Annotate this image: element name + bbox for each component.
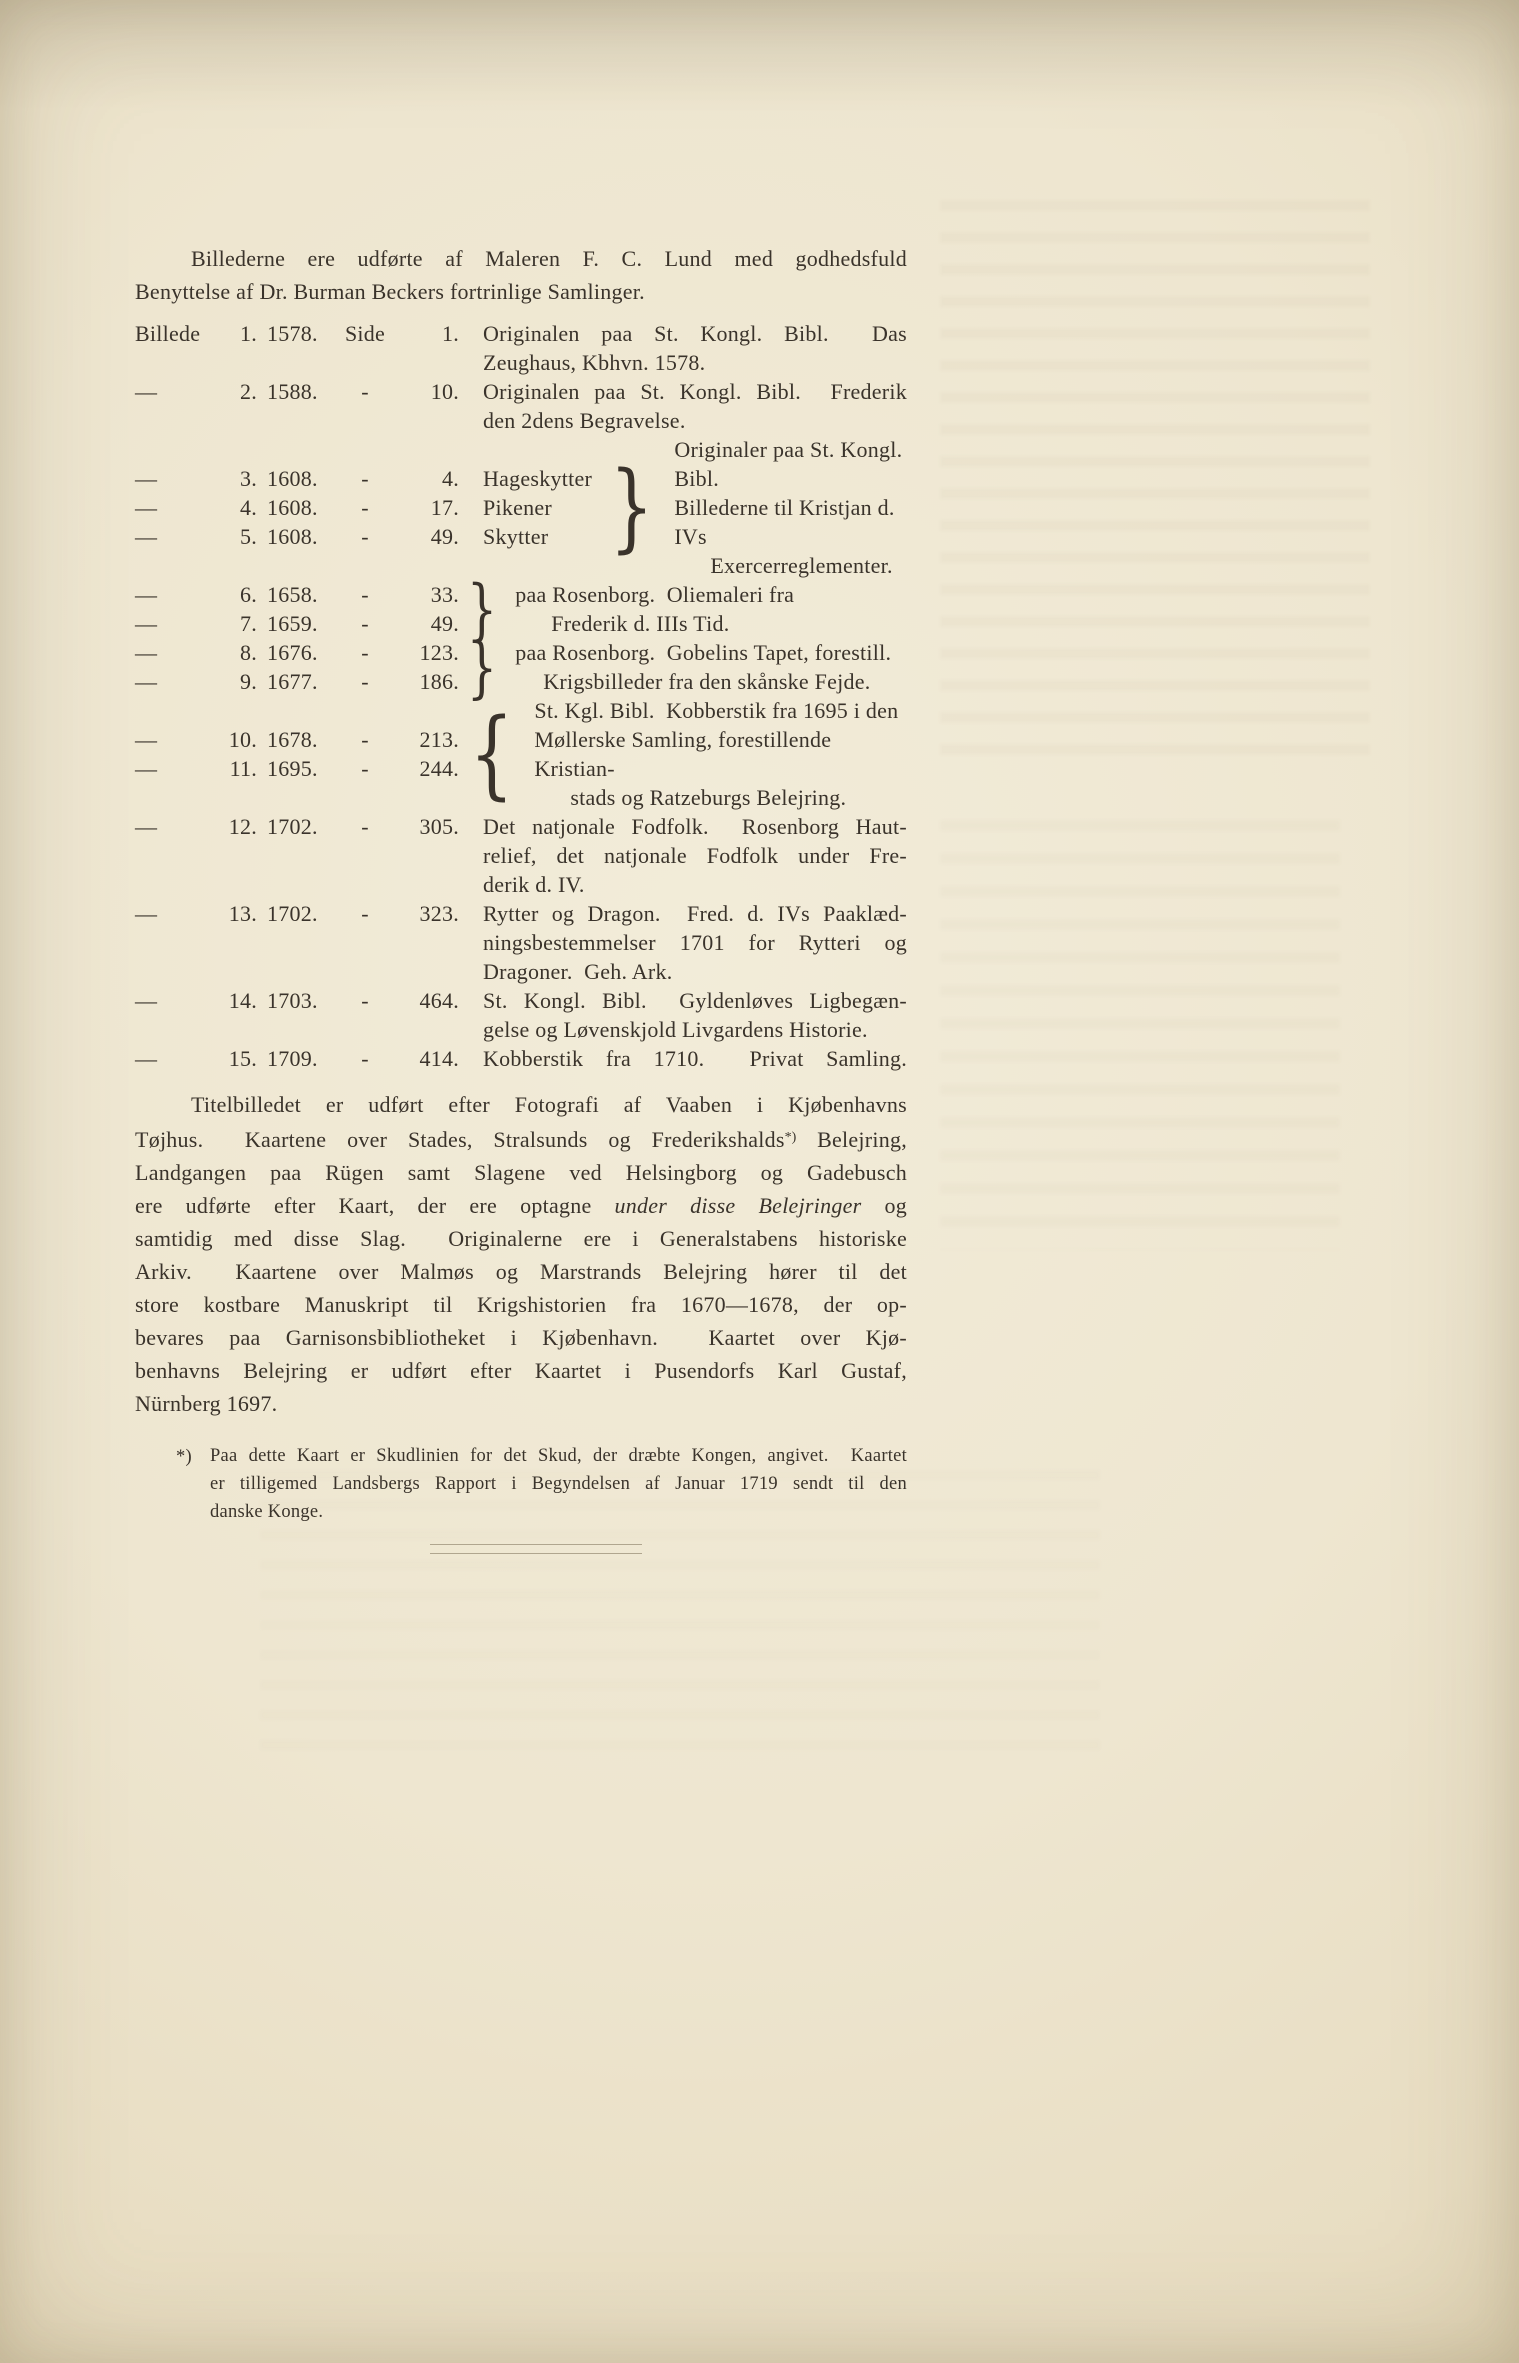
description-line: ningsbestemmelser 1701 for Rytteri og xyxy=(483,930,907,955)
group-shared-description xyxy=(503,580,794,638)
description-line: St. Kgl. Bibl. Kobberstik fra 1695 i den xyxy=(534,698,899,723)
intro-line: Billederne ere udførte af Maleren F. C. Lund med godhedsfuld xyxy=(191,246,907,271)
footnote-line: *) Paa dette Kaart er Skudlinien for det Skud, der dræbte Kongen, angivet. Kaartet xyxy=(210,1442,907,1470)
description-line: Originalen paa St. Kongl. Bibl. Das xyxy=(483,321,907,346)
group-shared-description xyxy=(522,696,907,812)
side-column: - xyxy=(361,640,369,665)
side-column: - xyxy=(361,988,369,1013)
description-line: Møllerske Samling, forestillende Kristian- xyxy=(534,727,832,781)
description-line: derik d. IV. xyxy=(483,872,585,897)
entry-label: — xyxy=(135,727,158,752)
side-column: - xyxy=(361,1046,369,1071)
list-entry xyxy=(135,899,907,986)
paragraph-line: store kostbare Manuskript til Krigshistorien fra 1670—1678, der op- xyxy=(135,1292,907,1317)
description-line: St. Kongl. Bibl. Gyldenløves Ligbegæn- xyxy=(483,988,907,1013)
paragraph-line: ere udførte efter Kaart, der ere optagne under disse Belejringer og xyxy=(135,1193,907,1218)
side-column: - xyxy=(361,669,369,694)
list-entry xyxy=(135,493,599,522)
description-line: stads og Ratzeburgs Belejring. xyxy=(570,785,847,810)
entry-label: — xyxy=(135,379,158,404)
list-entry xyxy=(135,522,599,551)
picture-number: 5. xyxy=(240,524,257,549)
curly-brace-icon: } xyxy=(466,570,498,648)
picture-number: 10. xyxy=(228,727,257,752)
group-entries xyxy=(135,580,459,638)
description-line: Frederik d. IIIs Tid. xyxy=(551,611,730,636)
picture-year: 1709. xyxy=(267,1046,318,1071)
group-shared-description xyxy=(503,638,891,696)
picture-number: 4. xyxy=(240,495,257,520)
picture-year: 1702. xyxy=(267,814,318,839)
side-column: - xyxy=(361,379,369,404)
entry-label: — xyxy=(135,582,158,607)
page-number: 49. xyxy=(430,611,459,636)
list-entry xyxy=(135,377,907,435)
list-entry xyxy=(135,725,459,754)
picture-year: 1608. xyxy=(267,495,318,520)
description-line: Originaler paa St. Kongl. Bibl. xyxy=(674,437,903,491)
description-line: relief, det natjonale Fodfolk under Fre- xyxy=(483,843,907,868)
group-shared-description xyxy=(662,435,907,580)
picture-number: 8. xyxy=(240,640,257,665)
group-entries xyxy=(135,725,459,783)
side-column: - xyxy=(361,466,369,491)
picture-number: 15. xyxy=(228,1046,257,1071)
list-group xyxy=(135,570,907,648)
footnote-ref-marker: *) xyxy=(784,1130,797,1145)
entry-label: — xyxy=(135,640,158,665)
italic-phrase: under disse Belejringer xyxy=(614,1193,862,1218)
paragraph-line: Arkiv. Kaartene over Malmøs og Marstrands Belejring hører til det xyxy=(135,1259,907,1284)
picture-number: 9. xyxy=(240,669,257,694)
picture-year: 1608. xyxy=(267,524,318,549)
picture-year: 1608. xyxy=(267,466,318,491)
footnote-line: danske Konge. xyxy=(210,1502,324,1522)
description-line: Billederne til Kristjan d. IVs xyxy=(674,495,895,549)
intro-paragraph xyxy=(135,242,907,308)
picture-year: 1677. xyxy=(267,669,318,694)
group-entries xyxy=(135,638,459,696)
paragraph-line: benhavns Belejring er udført efter Kaartet i Pusendorfs Karl Gustaf, xyxy=(135,1358,907,1383)
page-number: 323. xyxy=(419,901,459,926)
entry-label: — xyxy=(135,669,158,694)
entry-label: — xyxy=(135,901,158,926)
side-column: - xyxy=(361,901,369,926)
description: Skytter xyxy=(483,524,549,549)
body-paragraph xyxy=(135,1088,907,1420)
footnote xyxy=(176,1442,907,1526)
picture-list xyxy=(135,319,907,1073)
description-line: paa Rosenborg. Gobelins Tapet, forestill. xyxy=(515,640,892,665)
picture-number: 14. xyxy=(228,988,257,1013)
side-column: - xyxy=(361,727,369,752)
bleedthrough-artifact xyxy=(940,200,1370,760)
description-line: Rytter og Dragon. Fred. d. IVs Paaklæd- xyxy=(483,901,907,926)
description-line: paa Rosenborg. Oliemaleri fra xyxy=(515,582,795,607)
description-line: Kobberstik fra 1710. Privat Samling. xyxy=(483,1046,907,1071)
page-number: 186. xyxy=(419,669,459,694)
side-column: Side xyxy=(344,321,386,346)
list-entry xyxy=(135,812,907,899)
page-edge-shading xyxy=(0,0,1519,110)
list-group xyxy=(135,435,907,580)
footnote-marker: *) xyxy=(176,1447,192,1467)
picture-year: 1703. xyxy=(267,988,318,1013)
description-line: Originalen paa St. Kongl. Bibl. Frederik xyxy=(483,379,907,404)
side-column: - xyxy=(361,495,369,520)
description-line: Zeughaus, Kbhvn. 1578. xyxy=(483,350,706,375)
paragraph-line: Titelbilledet er udført efter Fotografi af Vaaben i Kjøbenhavns xyxy=(191,1092,907,1117)
picture-number: 11. xyxy=(229,756,257,781)
description xyxy=(459,812,907,899)
separator-rule xyxy=(430,1544,642,1554)
description-line: Dragoner. Geh. Ark. xyxy=(483,959,673,984)
list-entry xyxy=(135,1044,907,1073)
page-content xyxy=(135,242,907,1554)
list-entry xyxy=(135,638,459,667)
list-entry xyxy=(135,609,459,638)
side-column: - xyxy=(361,611,369,636)
picture-year: 1676. xyxy=(267,640,318,665)
list-group xyxy=(135,628,907,706)
picture-number: 2. xyxy=(240,379,257,404)
page-number: 4. xyxy=(442,466,459,491)
description-line: Krigsbilleder fra den skånske Fejde. xyxy=(543,669,871,694)
entry-label: Billede xyxy=(135,321,201,346)
page-number: 414. xyxy=(419,1046,459,1071)
group-entries xyxy=(135,464,599,551)
page-number: 464. xyxy=(419,988,459,1013)
entry-label: — xyxy=(135,814,158,839)
picture-number: 6. xyxy=(240,582,257,607)
description xyxy=(459,1044,907,1073)
paragraph-line: Landgangen paa Rügen samt Slagene ved Helsingborg og Gadebusch xyxy=(135,1160,907,1185)
page-number: 49. xyxy=(430,524,459,549)
description xyxy=(459,377,907,435)
paragraph-line: bevares paa Garnisonsbibliotheket i Kjøbenhavn. Kaartet over Kjø- xyxy=(135,1325,907,1350)
curly-brace-icon: } xyxy=(609,451,654,563)
picture-year: 1588. xyxy=(267,379,318,404)
description-line: gelse og Løvenskjold Livgardens Historie. xyxy=(483,1017,868,1042)
page-number: 10. xyxy=(430,379,459,404)
page-number: 17. xyxy=(430,495,459,520)
side-column: - xyxy=(361,756,369,781)
page-number: 213. xyxy=(419,727,459,752)
list-entry xyxy=(135,667,459,696)
picture-number: 3. xyxy=(240,466,257,491)
entry-label: — xyxy=(135,756,158,781)
page-number: 305. xyxy=(419,814,459,839)
entry-label: — xyxy=(135,611,158,636)
footnote-line: er tilligemed Landsbergs Rapport i Begyndelsen af Januar 1719 sendt til den xyxy=(210,1474,907,1494)
list-group xyxy=(135,696,907,812)
entry-label: — xyxy=(135,988,158,1013)
curly-brace-icon: { xyxy=(469,697,514,810)
description: Hageskytter xyxy=(483,466,593,491)
list-entry xyxy=(135,319,907,377)
page-number: 33. xyxy=(430,582,459,607)
picture-number: 12. xyxy=(228,814,257,839)
curly-brace-icon: } xyxy=(466,628,498,706)
entry-label: — xyxy=(135,1046,158,1071)
side-column: - xyxy=(361,524,369,549)
intro-line: Benyttelse af Dr. Burman Beckers fortrinlige Samlinger. xyxy=(135,279,645,304)
picture-number: 7. xyxy=(240,611,257,636)
entry-label: — xyxy=(135,466,158,491)
paragraph-line: Tøjhus. Kaartene over Stades, Stralsunds og Frederikshalds*) Belejring, xyxy=(135,1127,907,1152)
picture-year: 1695. xyxy=(267,756,318,781)
list-entry xyxy=(135,986,907,1044)
description xyxy=(459,319,907,377)
entry-label: — xyxy=(135,495,158,520)
description xyxy=(459,899,907,986)
picture-year: 1658. xyxy=(267,582,318,607)
paragraph-line: samtidig med disse Slag. Originalerne ere i Generalstabens historiske xyxy=(135,1226,907,1251)
page-number: 1. xyxy=(442,321,459,346)
description xyxy=(459,986,907,1044)
description-line: den 2dens Begravelse. xyxy=(483,408,686,433)
list-entry xyxy=(135,754,459,783)
list-entry xyxy=(135,580,459,609)
picture-number: 13. xyxy=(228,901,257,926)
picture-year: 1702. xyxy=(267,901,318,926)
picture-number: 1. xyxy=(240,321,257,346)
page-number: 244. xyxy=(419,756,459,781)
page-number: 123. xyxy=(419,640,459,665)
list-entry xyxy=(135,464,599,493)
description-line: Det natjonale Fodfolk. Rosenborg Haut- xyxy=(483,814,907,839)
side-column: - xyxy=(361,582,369,607)
picture-year: 1578. xyxy=(267,321,318,346)
picture-year: 1678. xyxy=(267,727,318,752)
description-line: Exercerreglementer. xyxy=(710,553,893,578)
description: Pikener xyxy=(483,495,552,520)
picture-year: 1659. xyxy=(267,611,318,636)
side-column: - xyxy=(361,814,369,839)
entry-label: — xyxy=(135,524,158,549)
paragraph-line: Nürnberg 1697. xyxy=(135,1391,278,1416)
bleedthrough-artifact xyxy=(940,820,1340,1250)
